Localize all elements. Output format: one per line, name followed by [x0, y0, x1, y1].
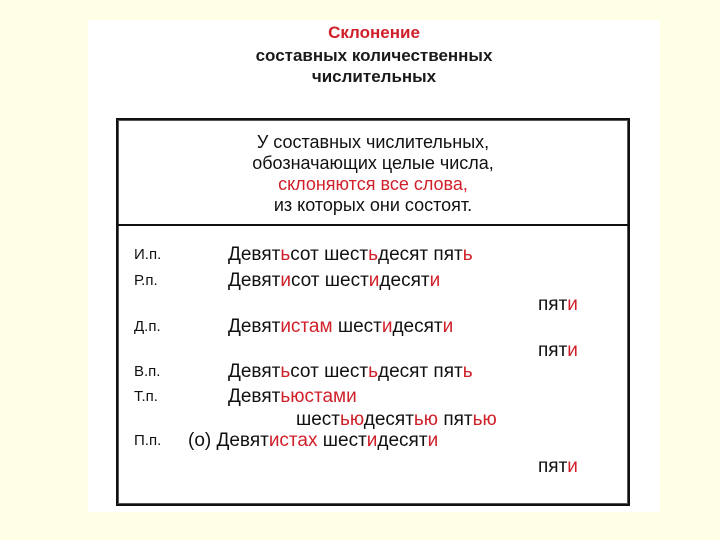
form-genitive: Девятисот шестидесяти: [228, 270, 441, 291]
case-label-genitive: Р.п.: [134, 272, 158, 289]
form-nominative: Девятьсот шестьдесят пять: [228, 244, 473, 265]
slide-title: Склонение: [328, 23, 420, 42]
form-dative-continuation: пяти: [538, 340, 578, 361]
form-genitive-continuation: пяти: [538, 294, 578, 315]
form-prepositional: (о) Девятистах шестидесяти: [188, 430, 439, 451]
case-label-accusative: В.п.: [134, 363, 161, 380]
slide-subtitle-line-2: числительных: [311, 67, 437, 86]
form-accusative: Девятьсот шестьдесят пять: [228, 361, 473, 382]
slide-subtitle-line-1: составных количественных: [255, 46, 493, 65]
case-label-nominative: И.п.: [134, 246, 162, 263]
form-instrumental-continuation: шестьюдесятью пятью: [296, 409, 497, 430]
intro-line-1: У составных числительных,: [256, 132, 490, 152]
form-prepositional-continuation: пяти: [538, 456, 578, 477]
slide-sheet: [88, 20, 660, 512]
intro-line-2: обозначающих целые числа,: [252, 153, 494, 173]
case-label-dative: Д.п.: [134, 318, 161, 335]
intro-line-3: склоняются все слова,: [278, 174, 468, 194]
form-instrumental: Девятьюстами: [228, 386, 357, 407]
case-label-instrumental: Т.п.: [134, 388, 158, 405]
intro-line-4: из которых они состоят.: [273, 195, 473, 215]
divider: [118, 224, 628, 226]
form-dative: Девятистам шестидесяти: [228, 316, 454, 337]
case-label-prepositional: П.п.: [134, 432, 162, 449]
